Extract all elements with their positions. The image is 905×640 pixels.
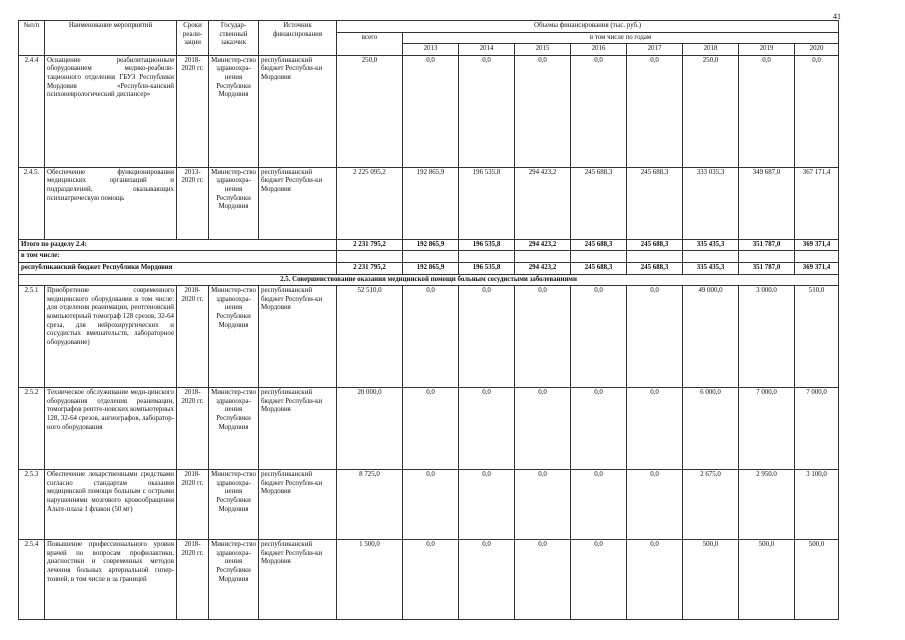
budget-label: республиканский бюджет Республики Мордовия <box>19 262 337 274</box>
row-number: 2.5.4 <box>19 540 45 620</box>
table-row <box>19 470 839 540</box>
table-row <box>19 167 839 239</box>
measure-customer: Министер-ство здравоохра-нения Республики Мордовия <box>209 388 259 470</box>
year-value: 245 688,3 <box>571 167 627 239</box>
row-number: 2.5.2 <box>19 388 45 470</box>
measure-source: республиканский бюджет Республи-ки Мордовия <box>259 540 337 620</box>
header-year: 2020 <box>795 44 839 56</box>
financing-table <box>18 20 839 620</box>
totals-year: 245 688,3 <box>571 239 627 251</box>
header-year: 2013 <box>403 44 459 56</box>
budget-year: 245 688,3 <box>571 262 627 274</box>
measure-source: республиканский бюджет Республи-ки Мордовия <box>259 55 337 167</box>
year-value: 7 000,0 <box>795 388 839 470</box>
year-value: 0,0 <box>739 55 795 167</box>
budget-year: 294 423,2 <box>515 262 571 274</box>
measure-customer: Министер-ство здравоохра-нения Республики Мордовия <box>209 540 259 620</box>
header-customer: Государ-ственный заказчик <box>209 21 259 56</box>
measure-name: Обеспечение лекарственными средствами согласно стандартам оказания медицинской помощи больным с острыми нарушениями мозгового кровообращения Альте-плаза 1 флакон (50 мг) <box>45 470 177 540</box>
measure-source: республиканский бюджет Республи-ки Мордовия <box>259 286 337 388</box>
measure-customer: Министер-ство здравоохра-нения Республики Мордовия <box>209 286 259 388</box>
measure-term: 2018-2020 гг. <box>177 470 209 540</box>
header-year: 2014 <box>459 44 515 56</box>
year-value: 0,0 <box>795 55 839 167</box>
totals-sub-row <box>19 251 839 263</box>
measure-total: 2 225 095,2 <box>337 167 403 239</box>
row-number: 2.4.4 <box>19 55 45 167</box>
measure-customer: Министер-ство здравоохра-нения Республики Мордовия <box>209 55 259 167</box>
header-total: всего <box>337 32 403 55</box>
year-value: 294 423,2 <box>515 167 571 239</box>
year-value: 7 000,0 <box>739 388 795 470</box>
year-value: 0,0 <box>571 55 627 167</box>
measure-total: 52 510,0 <box>337 286 403 388</box>
year-value: 0,0 <box>403 286 459 388</box>
header-year: 2018 <box>683 44 739 56</box>
year-value: 0,0 <box>515 388 571 470</box>
totals-row <box>19 239 839 251</box>
year-value: 196 535,8 <box>459 167 515 239</box>
budget-year: 351 787,0 <box>739 262 795 274</box>
header-num: №п/п <box>19 21 45 56</box>
totals-sub-label: в том числе: <box>19 251 337 263</box>
year-value: 500,0 <box>739 540 795 620</box>
year-value: 0,0 <box>627 540 683 620</box>
year-value: 0,0 <box>571 470 627 540</box>
year-value: 3 100,0 <box>795 470 839 540</box>
table-row <box>19 540 839 620</box>
budget-year: 192 865,9 <box>403 262 459 274</box>
totals-year: 369 371,4 <box>795 239 839 251</box>
header-volumes: Объемы финансирования (тыс. руб.) <box>337 21 839 33</box>
year-value: 0,0 <box>403 540 459 620</box>
measure-source: республиканский бюджет Республи-ки Мордовия <box>259 388 337 470</box>
header-year: 2019 <box>739 44 795 56</box>
measure-total: 8 725,0 <box>337 470 403 540</box>
year-value: 0,0 <box>515 540 571 620</box>
year-value: 500,0 <box>683 540 739 620</box>
year-value: 0,0 <box>403 55 459 167</box>
year-value: 2 950,0 <box>739 470 795 540</box>
year-value: 2 675,0 <box>683 470 739 540</box>
year-value: 0,0 <box>515 470 571 540</box>
measure-source: республиканский бюджет Республи-ки Мордовия <box>259 470 337 540</box>
measure-customer: Министер-ство здравоохра-нения Республики Мордовия <box>209 470 259 540</box>
row-number: 2.4.5. <box>19 167 45 239</box>
measure-total: 250,0 <box>337 55 403 167</box>
year-value: 250,0 <box>683 55 739 167</box>
section-title: 2.5. Совершенствование оказания медицинской помощи больным сосудистыми заболеваниями <box>19 274 839 286</box>
year-value: 0,0 <box>459 388 515 470</box>
budget-row <box>19 262 839 274</box>
year-value: 0,0 <box>459 540 515 620</box>
year-value: 192 865,9 <box>403 167 459 239</box>
totals-year: 351 787,0 <box>739 239 795 251</box>
section-row <box>19 274 839 286</box>
budget-year: 196 535,8 <box>459 262 515 274</box>
year-value: 0,0 <box>515 286 571 388</box>
measure-customer: Министер-ство здравоохра-нения Республики Мордовия <box>209 167 259 239</box>
year-value: 0,0 <box>571 286 627 388</box>
measure-term: 2018-2020 гг. <box>177 540 209 620</box>
measure-name: Техническое обслуживание меди-цинского оборудования отделения реанимации, томографов рентге-новских компьютерных 128, 32-64 срезов, ангиографов, лаборатор-ного оборудования <box>45 388 177 470</box>
year-value: 349 687,0 <box>739 167 795 239</box>
totals-year: 245 688,3 <box>627 239 683 251</box>
measure-name: Приобретение современного медицинского оборудования в том числе: для отделения реанимации, рентгеновский компьютерный томограф 128 срезов, 32-64 среза, для нейрохирургических и сосудистых вмешательств, лабораторное оборудование) <box>45 286 177 388</box>
year-value: 0,0 <box>571 540 627 620</box>
year-value: 49 000,0 <box>683 286 739 388</box>
header-year: 2017 <box>627 44 683 56</box>
budget-total: 2 231 795,2 <box>337 262 403 274</box>
header-year: 2016 <box>571 44 627 56</box>
year-value: 0,0 <box>571 388 627 470</box>
table-row <box>19 55 839 167</box>
measure-name: Оснащение реабилитационным оборудованием медико-реабили-тационного отделения ГБУЗ Республики Мордовия «Республи-канский психоневрологический диспансер» <box>45 55 177 167</box>
budget-year: 369 371,4 <box>795 262 839 274</box>
row-number: 2.5.3 <box>19 470 45 540</box>
year-value: 0,0 <box>403 388 459 470</box>
table-row <box>19 286 839 388</box>
year-value: 0,0 <box>627 55 683 167</box>
totals-total: 2 231 795,2 <box>337 239 403 251</box>
year-value: 333 035,3 <box>683 167 739 239</box>
totals-year: 196 535,8 <box>459 239 515 251</box>
year-value: 0,0 <box>403 470 459 540</box>
measure-source: республиканский бюджет Республи-ки Мордовия <box>259 167 337 239</box>
year-value: 0,0 <box>627 470 683 540</box>
year-value: 0,0 <box>627 388 683 470</box>
header-source: Источник финансирования <box>259 21 337 56</box>
year-value: 6 000,0 <box>683 388 739 470</box>
measure-name: Обеспечение функционирования медицинских организаций и подразделений, оказывающих психиатрическую помощь <box>45 167 177 239</box>
year-value: 245 688,3 <box>627 167 683 239</box>
year-value: 0,0 <box>627 286 683 388</box>
year-value: 500,0 <box>795 540 839 620</box>
header-by-year: в том числе по годам <box>403 32 839 44</box>
measure-name: Повышение профессионального уровня врачей по вопросам профилактики, диагностики и современных методов лечения больных артериальной гипер-тонией, в том числе и за границей <box>45 540 177 620</box>
year-value: 510,0 <box>795 286 839 388</box>
year-value: 0,0 <box>515 55 571 167</box>
totals-year: 294 423,2 <box>515 239 571 251</box>
totals-year: 192 865,9 <box>403 239 459 251</box>
year-value: 0,0 <box>459 470 515 540</box>
measure-term: 2018-2020 гг. <box>177 286 209 388</box>
budget-year: 245 688,3 <box>627 262 683 274</box>
year-value: 367 171,4 <box>795 167 839 239</box>
header-name: Наименование мероприятий <box>45 21 177 56</box>
budget-year: 335 435,3 <box>683 262 739 274</box>
totals-label: Итого по разделу 2.4: <box>19 239 337 251</box>
measure-term: 2018-2020 гг. <box>177 55 209 167</box>
header-term: Сроки реали-зации <box>177 21 209 56</box>
measure-total: 1 500,0 <box>337 540 403 620</box>
year-value: 0,0 <box>459 286 515 388</box>
measure-term: 2018-2020 гг. <box>177 388 209 470</box>
measure-total: 20 000,0 <box>337 388 403 470</box>
row-number: 2.5.1 <box>19 286 45 388</box>
totals-year: 335 435,3 <box>683 239 739 251</box>
page-number: 41 <box>833 12 841 21</box>
table-row <box>19 388 839 470</box>
year-value: 0,0 <box>459 55 515 167</box>
year-value: 3 000,0 <box>739 286 795 388</box>
header-row <box>19 21 839 33</box>
measure-term: 2013-2020 гг. <box>177 167 209 239</box>
header-year: 2015 <box>515 44 571 56</box>
